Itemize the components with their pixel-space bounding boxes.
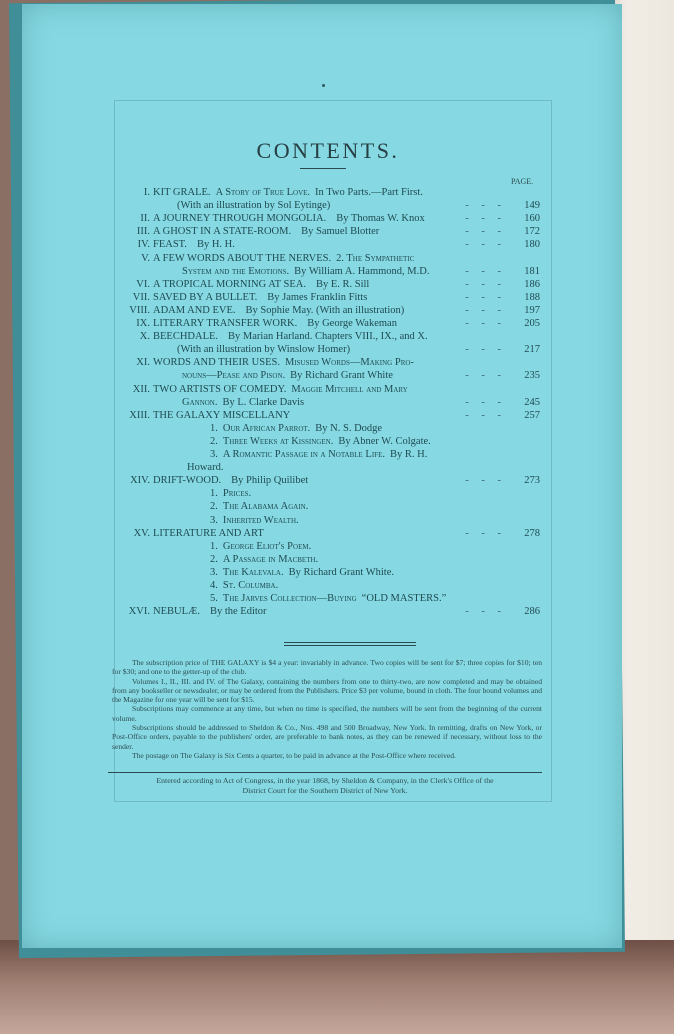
toc-text <box>153 253 419 264</box>
leader-dots: - - - <box>465 318 506 329</box>
leader-dots: - - - <box>465 527 506 539</box>
toc-text <box>153 213 425 224</box>
leader-dots: - - - <box>465 278 506 290</box>
toc-page-number: 188 <box>524 291 540 303</box>
toc-text <box>153 475 308 486</box>
toc-title: A TROPICAL MORNING AT SEA. <box>153 278 306 290</box>
toc-title: TWO ARTISTS OF COMEDY. <box>153 383 287 395</box>
toc-number: X. <box>139 331 150 343</box>
toc-number: IX. <box>136 318 150 329</box>
toc-subtitle: George Eliot's Poem. <box>222 540 312 552</box>
toc-title: 3. <box>210 566 218 578</box>
toc-author: By H. H. <box>196 239 235 251</box>
note-address: Subscriptions should be addressed to Sheldon & Co., Nos. 498 and 500 Broadway, New York. In remitting, drafts on New York, or Post-Office orders, payable to the publishers' order, are preferable to bank notes, as they can be renewed if necessary, without loss to the sender. <box>112 723 542 751</box>
toc-title: NEBULÆ. <box>153 606 200 618</box>
toc-text <box>153 436 431 447</box>
toc-number: VII. <box>132 291 150 303</box>
note-volumes: Volumes I., II., III. and IV. of The Galaxy, containing the numbers from one to thirty-two, are now completed and may be obtained from any bookseller or newsdealer, or may be ordered from the Publishers. Price $3 per volume, bound in cloth. The four bound volumes and the Magazine for one year will be sent for $15. <box>112 676 542 705</box>
toc-author: By George Wakeman <box>307 318 397 329</box>
toc-subtitle: The Jarves Collection—Buying <box>222 593 357 605</box>
toc-subtitle: A Passage in Macbeth. <box>222 553 319 565</box>
toc-number: I. <box>143 187 150 198</box>
copyright-entry <box>108 772 542 795</box>
toc-text <box>153 515 304 526</box>
toc-line <box>120 238 542 251</box>
leader-dots: - - - <box>465 409 506 421</box>
toc-line <box>120 422 542 435</box>
toc-line <box>120 500 542 513</box>
toc-subtitle: Prices. <box>222 488 252 500</box>
toc-line <box>120 330 542 343</box>
toc-text <box>153 279 369 290</box>
toc-author: By N. S. Dodge <box>315 422 383 434</box>
toc-title: A JOURNEY THROUGH MONGOLIA. <box>153 213 327 225</box>
toc-subtitle: Three Weeks at Kissingen. <box>222 435 334 447</box>
toc-page-number: 186 <box>524 278 540 290</box>
toc-page-number: 273 <box>524 475 540 487</box>
toc-subtitle: A Romantic Passage in a Notable Life. <box>222 449 385 460</box>
toc-text <box>153 357 419 368</box>
toc-text <box>153 567 394 578</box>
toc-number: XIII. <box>129 409 150 421</box>
toc-text <box>153 423 382 434</box>
toc-page-number: 180 <box>524 239 540 251</box>
toc-line <box>120 369 542 382</box>
toc-text <box>153 226 379 237</box>
toc-author: By William A. Hammond, M.D. <box>294 265 430 277</box>
toc-text <box>153 449 427 460</box>
toc-subtitle: St. Columba. <box>222 580 279 591</box>
leader-dots: - - - <box>465 396 506 408</box>
toc-text <box>153 384 413 395</box>
leader-dots: - - - <box>465 213 506 225</box>
toc-number: V. <box>141 252 150 264</box>
toc-title: BEECHDALE. <box>153 331 219 343</box>
toc-title: 2. <box>210 501 218 513</box>
toc-line <box>120 540 542 553</box>
toc-line <box>120 383 542 396</box>
toc-page-number: 257 <box>524 409 540 421</box>
subscription-notes <box>112 658 542 760</box>
toc-text <box>153 331 428 342</box>
toc-subtitle: Maggie Mitchell and Mary <box>291 383 408 395</box>
toc-author: In Two Parts.—Part First. <box>315 187 423 198</box>
toc-line <box>120 566 542 579</box>
toc-number: VIII. <box>129 304 150 316</box>
toc-title: 2. <box>210 435 218 447</box>
toc-number: VI. <box>136 278 150 290</box>
toc-title: FEAST. <box>153 239 187 251</box>
toc-number: XVI. <box>128 606 150 618</box>
toc-title: (With an illustration by Winslow Homer) <box>177 344 351 356</box>
toc-page-number: 160 <box>524 213 540 225</box>
toc-page-number: 278 <box>524 527 540 539</box>
toc-line <box>120 212 542 225</box>
toc-number: II. <box>140 213 150 225</box>
toc-title: 2. <box>210 553 218 565</box>
toc-author: By the Editor <box>209 606 267 618</box>
toc-title: A GHOST IN A STATE-ROOM. <box>153 226 292 238</box>
toc-text <box>153 370 393 381</box>
toc-text <box>153 318 397 329</box>
toc-number: XI. <box>136 357 150 369</box>
toc-subtitle: The Alabama Again. <box>222 501 309 513</box>
toc-page-number: 197 <box>524 304 540 316</box>
toc-author: “OLD MASTERS.” <box>361 593 447 605</box>
toc-title: SAVED BY A BULLET. <box>153 291 258 303</box>
toc-title: 4. <box>210 580 218 591</box>
toc-text <box>153 501 313 512</box>
toc-subtitle: Misused Words—Making Pro- <box>284 357 414 369</box>
toc-line <box>120 527 542 540</box>
leader-dots: - - - <box>465 226 506 238</box>
toc-author: By Samuel Blotter <box>301 226 380 238</box>
toc-title: 3. <box>210 514 218 526</box>
toc-text <box>153 305 404 316</box>
toc-text <box>153 239 235 250</box>
contents-heading: CONTENTS. <box>256 138 400 163</box>
toc-number: IV. <box>137 239 150 251</box>
toc-line <box>120 252 542 265</box>
toc-line <box>120 553 542 566</box>
toc-page-number: 245 <box>524 396 540 408</box>
toc-title: WORDS AND THEIR USES. <box>153 357 280 369</box>
note-postage: The postage on The Galaxy is Six Cents a quarter, to be paid in advance at the Post-Office where received. <box>132 750 456 760</box>
toc-number: XV. <box>133 527 150 539</box>
page-column-label: PAGE. <box>511 177 534 186</box>
toc-line <box>120 579 542 592</box>
toc-page-number: 217 <box>524 344 540 356</box>
toc-subtitle: nouns—Pease and Pison. <box>182 370 286 382</box>
ink-dot <box>322 84 325 87</box>
toc-page-number: 181 <box>524 265 540 277</box>
toc-number: XII. <box>132 383 150 395</box>
note-price: The subscription price of THE GALAXY is $4 a year: invariably in advance. Two copies will be sent for $7; three copies for $10; ten for $30; and one to the getter-up of the club. <box>112 658 542 677</box>
toc-text <box>153 580 283 591</box>
toc-line <box>120 186 542 199</box>
toc-line <box>120 356 542 369</box>
toc-subtitle: The Kalevala. <box>222 566 284 578</box>
toc-text <box>153 462 223 473</box>
toc-author: By Sophie May. (With an illustration) <box>245 304 405 316</box>
copyright-line-2: District Court for the Southern District of New York. <box>242 785 408 795</box>
toc-line <box>120 278 542 291</box>
toc-number: XIV. <box>130 475 150 487</box>
toc-page-number: 205 <box>524 318 540 329</box>
toc-line <box>120 409 542 422</box>
toc-text <box>153 410 300 421</box>
toc-author: By R. H. <box>389 449 428 460</box>
toc-text <box>153 292 367 303</box>
toc-line <box>120 304 542 317</box>
toc-title: LITERARY TRANSFER WORK. <box>153 318 298 329</box>
toc-page-number: 172 <box>524 226 540 238</box>
toc-author: By E. R. Sill <box>315 278 370 290</box>
toc-page-number: 286 <box>524 606 540 618</box>
toc-text <box>153 266 429 277</box>
toc-author: By L. Clarke Davis <box>222 396 305 408</box>
toc-subtitle: Gannon. <box>182 396 218 408</box>
toc-page-number: 235 <box>524 370 540 382</box>
toc-title: A FEW WORDS ABOUT THE NERVES. <box>153 252 332 264</box>
toc-author: By Richard Grant White. <box>288 566 394 578</box>
toc-line <box>120 474 542 487</box>
toc-author: By James Franklin Fitts <box>267 291 368 303</box>
toc-line <box>120 225 542 238</box>
toc-title: ADAM AND EVE. <box>153 304 236 316</box>
separator-rule-2 <box>284 645 416 646</box>
toc-subtitle: System and the Emotions. <box>182 265 290 277</box>
toc-text <box>153 541 316 552</box>
leader-dots: - - - <box>465 265 506 277</box>
toc-title: 5. <box>210 593 218 605</box>
toc-number: III. <box>136 226 150 238</box>
leader-dots: - - - <box>465 200 506 212</box>
separator-rule-1 <box>284 642 416 643</box>
toc-line <box>120 435 542 448</box>
toc-line <box>120 199 542 212</box>
toc-title: 1. <box>210 422 218 434</box>
toc-author: Howard. <box>187 462 224 474</box>
toc-title: 1. <box>210 488 218 500</box>
toc-line <box>120 448 542 461</box>
toc-line <box>120 514 542 527</box>
heading-rule <box>300 168 346 169</box>
toc-subtitle: A Story of True Love. <box>215 187 311 198</box>
toc-text <box>153 528 274 539</box>
toc-line <box>120 265 542 278</box>
toc-line <box>120 461 542 474</box>
toc-author: By Marian Harland. Chapters VIII., IX., and X. <box>228 331 428 343</box>
toc-title: LITERATURE AND ART <box>153 527 264 539</box>
leader-dots: - - - <box>465 606 506 618</box>
copyright-rule <box>108 772 542 773</box>
toc-line <box>120 487 542 500</box>
note-subscriptions: Subscriptions may commence at any time, but when no time is specified, the numbers will be sent from the beginning of the current volume. <box>112 704 542 723</box>
toc-text <box>153 344 360 355</box>
toc-author: By Richard Grant White <box>290 370 393 382</box>
toc-line <box>120 605 542 618</box>
toc-line <box>120 317 542 330</box>
copyright-line-1: Entered according to Act of Congress, in the year 1868, by Sheldon & Company, in the Clerk's Office of the <box>156 776 494 785</box>
leader-dots: - - - <box>465 370 506 382</box>
toc-page-number: 149 <box>524 200 540 212</box>
leader-dots: - - - <box>465 475 506 487</box>
toc-title: THE GALAXY MISCELLANY <box>153 409 291 421</box>
toc-line <box>120 396 542 409</box>
toc-line <box>120 291 542 304</box>
toc-title: (With an illustration by Sol Eytinge) <box>177 200 331 212</box>
toc-text <box>153 187 423 198</box>
toc-line <box>120 343 542 356</box>
toc-line <box>120 592 542 605</box>
toc-subtitle: Inherited Wealth. <box>222 514 299 526</box>
toc-text <box>153 397 304 408</box>
leader-dots: - - - <box>465 304 506 316</box>
toc-title: 1. <box>210 540 218 552</box>
toc-text <box>153 200 340 211</box>
toc-text <box>153 593 446 604</box>
leader-dots: - - - <box>465 344 506 356</box>
toc-title: DRIFT-WOOD. <box>153 475 222 487</box>
toc-text <box>153 488 256 499</box>
toc-subtitle: 2. The Sympathetic <box>336 252 415 264</box>
toc-author: By Philip Quilibet <box>231 475 309 487</box>
toc-author: By Abner W. Colgate. <box>338 435 431 447</box>
toc-text <box>153 554 323 565</box>
toc-text <box>153 606 267 617</box>
toc-subtitle: Our African Parrot. <box>222 422 311 434</box>
leader-dots: - - - <box>465 291 506 303</box>
toc-author: By Thomas W. Knox <box>336 213 425 225</box>
leader-dots: - - - <box>465 239 506 251</box>
toc-title: KIT GRALE. <box>153 187 211 198</box>
toc-title: 3. <box>210 449 218 460</box>
